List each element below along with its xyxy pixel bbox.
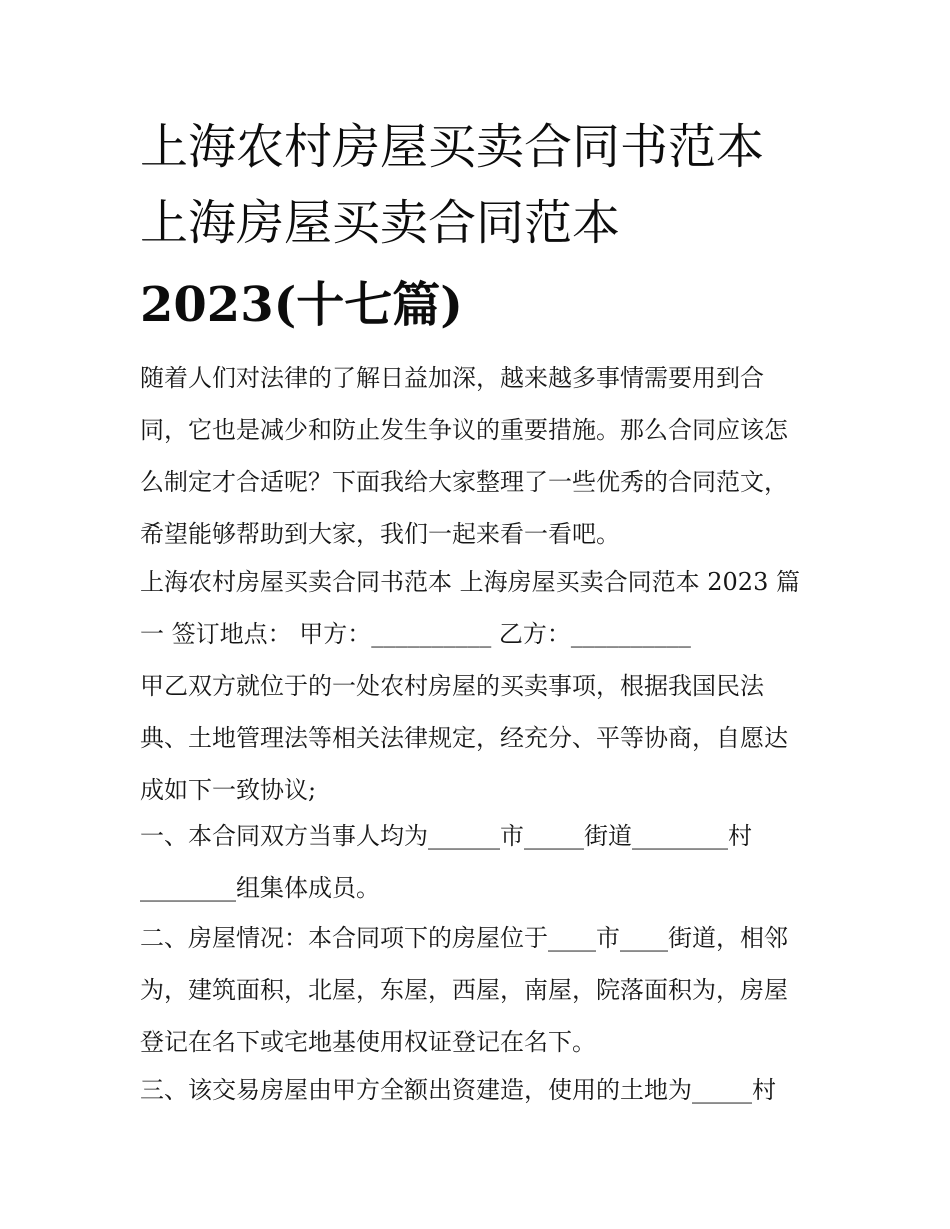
clause-3-paragraph: [140, 1064, 820, 1116]
body-line: 二、房屋情况：本合同项下的房屋位于____市____街道，相邻: [140, 924, 788, 952]
body-line: 三、该交易房屋由甲方全额出资建造，使用的土地为_____村: [140, 1076, 776, 1104]
document-title-line-2: 上海房屋买卖合同范本: [140, 195, 621, 251]
clause-1-paragraph: [140, 810, 820, 914]
contract-heading-paragraph: [140, 556, 820, 660]
body-line: 么制定才合适呢？下面我给大家整理了一些优秀的合同范文，: [140, 468, 788, 496]
body-line: 一 签订地点： 甲方：__________ 乙方：__________: [140, 620, 691, 648]
body-line: 为，建筑面积，北屋，东屋，西屋，南屋，院落面积为，房屋: [140, 976, 788, 1004]
intro-paragraph: [140, 352, 820, 560]
body-line: 成如下一致协议;: [140, 776, 317, 804]
document-title-line-1: 上海农村房屋买卖合同书范本: [140, 119, 765, 175]
clause-2-paragraph: [140, 912, 820, 1068]
agreement-paragraph: [140, 660, 820, 816]
body-line: 典、土地管理法等相关法律规定，经充分、平等协商，自愿达: [140, 724, 788, 752]
document-title-line-3: 2023(十七篇): [140, 277, 464, 333]
body-line: 希望能够帮助到大家，我们一起来看一看吧。: [140, 520, 620, 548]
body-line: 甲乙双方就位于的一处农村房屋的买卖事项，根据我国民法: [140, 672, 764, 700]
body-line: 同，它也是减少和防止发生争议的重要措施。那么合同应该怎: [140, 416, 788, 444]
body-line: 上海农村房屋买卖合同书范本 上海房屋买卖合同范本 2023 篇: [140, 568, 800, 596]
body-line: 随着人们对法律的了解日益加深，越来越多事情需要用到合: [140, 364, 764, 392]
body-line: 一、本合同双方当事人均为______市_____街道________村: [140, 822, 752, 850]
body-line: 登记在名下或宅地基使用权证登记在名下。: [140, 1028, 596, 1056]
body-line: ________组集体成员。: [140, 874, 380, 902]
